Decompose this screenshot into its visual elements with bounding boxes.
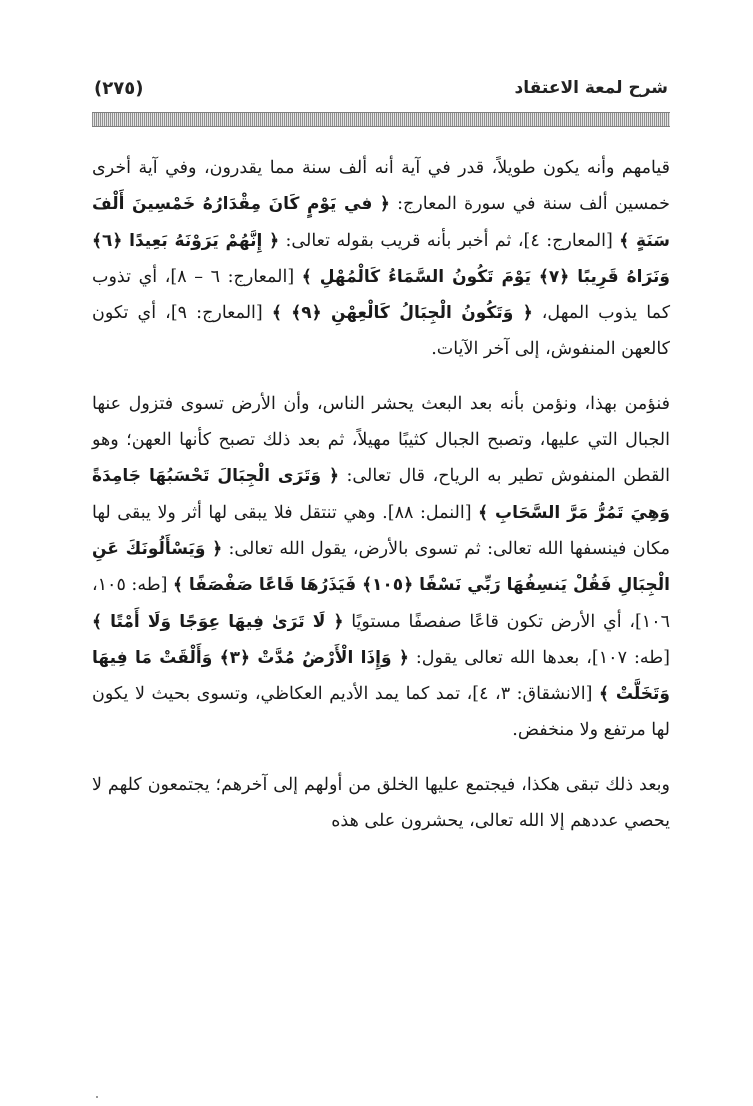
scan-speck xyxy=(96,1096,98,1098)
page-number: (٢٧٥) xyxy=(94,78,144,99)
body-text xyxy=(92,150,670,857)
text-segment: [النمل: ٨٨]. وهي تنتقل فلا يبقى لها أثر ولا يبقى لها مكان فينسفها الله تعالى: ثم تسوى بالأرض، يقول الله تعالى: xyxy=(92,502,670,559)
quran-verse: ﴿ وَتَرَى الْجِبَالَ تَحْسَبُهَا جَامِدَةً وَهِيَ تَمُرُّ مَرَّ السَّحَابِ ﴾ xyxy=(92,466,671,523)
text-segment: [المعارج: ٩]، أي تكون كالعهن المنفوش، إلى آخر الآيات. xyxy=(92,303,670,360)
text-segment: [الانشقاق: ٣، ٤]، تمد كما يمد الأديم العكاظي، وتسوى بحيث لا يكون لها مرتفع ولا منخفض. xyxy=(92,684,670,741)
paragraph xyxy=(92,386,670,749)
running-header xyxy=(92,72,670,106)
quran-verse: ﴿ لَا تَرَىٰ فِيهَا عِوَجًا وَلَا أَمْتًا ﴾ xyxy=(92,611,344,632)
text-segment: [المعارج: ٦ – ٨]، أي تذوب كما يذوب المهل، xyxy=(92,266,671,324)
quran-verse: ﴿ إِنَّهُمْ يَرَوْنَهُ بَعِيدًا ﴿٦﴾ وَنَرَاهُ قَرِيبًا ﴿٧﴾ يَوْمَ تَكُونُ السَّمَاءُ كَالْمُهْلِ ﴾ xyxy=(92,230,670,287)
text-segment: فنؤمن بهذا، ونؤمن بأنه بعد البعث يحشر الناس، وأن الأرض تسوى فتزول عنها الجبال التي عليها، وتصبح الجبال كثيبًا مهيلاً، ثم بعد ذلك تصبح كأنها العهن؛ وهو القطن المنفوش تطير به الرياح، قال تعالى: xyxy=(92,393,671,487)
quran-verse: ﴿ وَيَسْأَلُونَكَ عَنِ الْجِبَالِ فَقُلْ يَنسِفُهَا رَبِّي نَسْفًا ﴿١٠٥﴾ فَيَذَرُهَا قَاعًا صَفْصَفًا ﴾ xyxy=(92,538,670,596)
paragraph xyxy=(92,767,670,840)
text-segment: وبعد ذلك تبقى هكذا، فيجتمع عليها الخلق من أولهم إلى آخرهم؛ يجتمعون كلهم لا يحصي عددهم إلا الله تعالى، يحشرون على هذه xyxy=(92,774,670,832)
quran-verse: ﴿ وَإِذَا الْأَرْضُ مُدَّتْ ﴿٣﴾ وَأَلْقَتْ مَا فِيهَا وَتَخَلَّتْ ﴾ xyxy=(92,647,670,705)
paragraph xyxy=(92,150,670,368)
quran-verse: ﴿ في يَوْمٍ كَانَ مِقْدَارُهُ خَمْسِينَ أَلْفَ سَنَةٍ ﴾ xyxy=(92,194,670,251)
text-segment: [طه: ١٠٧]، بعدها الله تعالى يقول: xyxy=(408,647,671,668)
header-rule xyxy=(92,112,670,127)
book-title: شرح لمعة الاعتقاد xyxy=(514,78,668,98)
book-page xyxy=(92,72,670,1072)
quran-verse: ﴿ وَتَكُونُ الْجِبَالُ كَالْعِهْنِ ﴿٩﴾ ﴾ xyxy=(271,303,533,324)
text-segment: قيامهم وأنه يكون طويلاً، قدر في آية أنه ألف سنة مما يقدرون، وفي آية أخرى خمسين ألف سنة في سورة المعارج: xyxy=(92,158,670,215)
text-segment: [طه: ١٠٥، ١٠٦]، أي الأرض تكون قاعًا صفصفًا مستويًا xyxy=(92,575,670,632)
text-segment: [المعارج: ٤]، ثم أخبر بأنه قريب بقوله تعالى: xyxy=(279,230,620,251)
